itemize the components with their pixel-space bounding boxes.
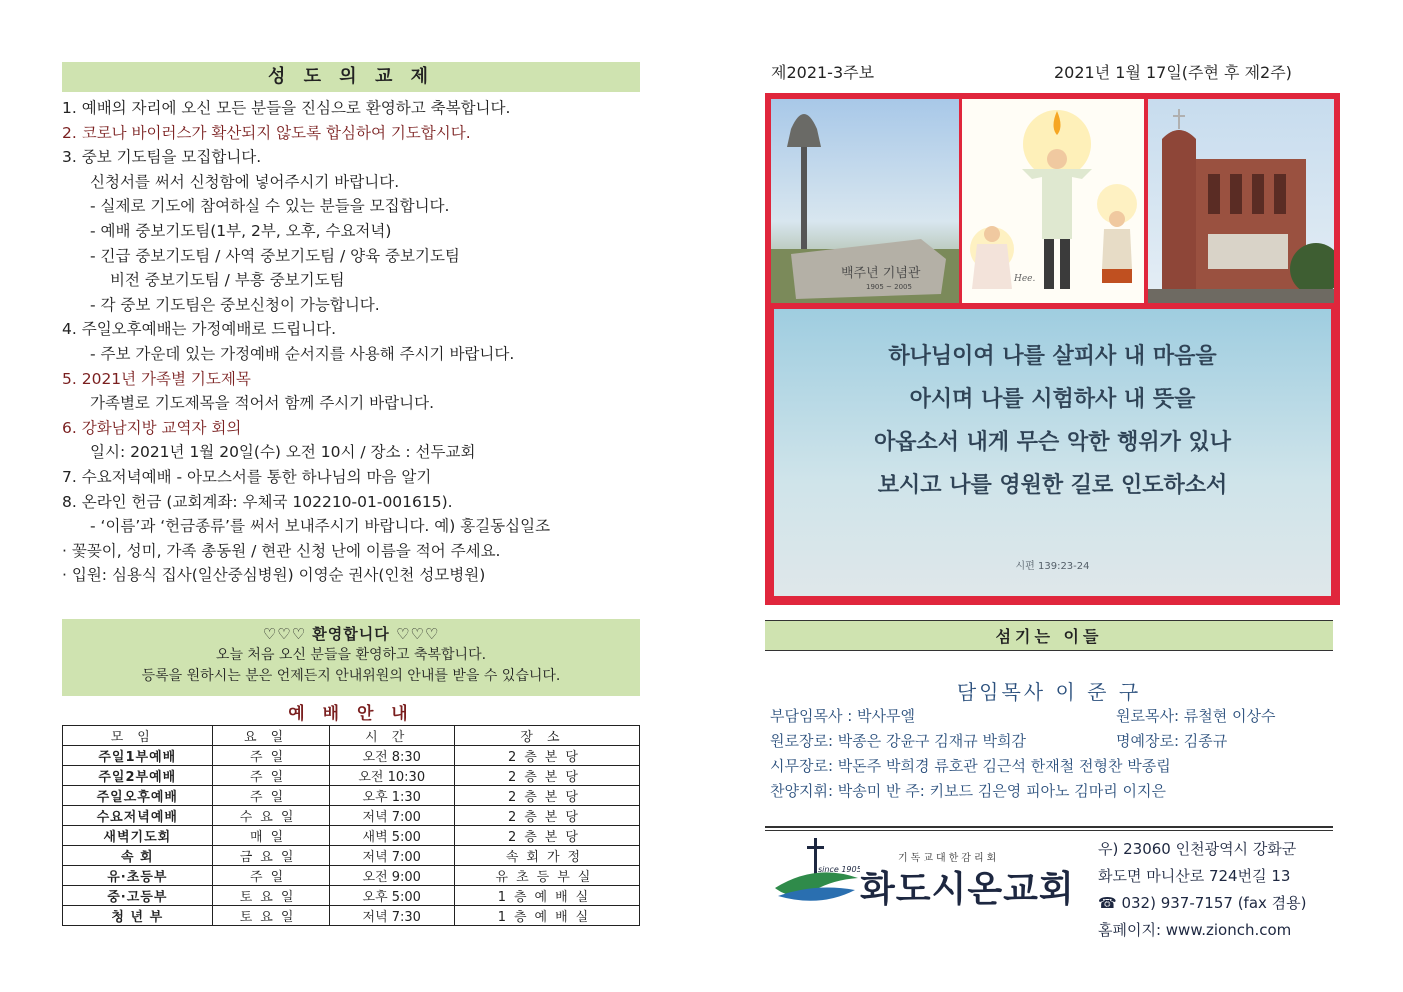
staff-entry: 원로목사: 류철현 이상수	[1116, 707, 1276, 725]
staff-entry: 원로장로: 박종은 강윤구 김재규 박희감	[770, 732, 1026, 750]
address-line-1: 우) 23060 인천광역시 강화군	[1098, 840, 1297, 858]
schedule-cell: 청 년 부	[63, 906, 213, 926]
schedule-cell: 저녁 7:00	[329, 806, 454, 826]
verse-line-2: 아시며 나를 시험하사 내 뜻을	[909, 387, 1196, 412]
notice-line: 4. 주일오후예배는 가정예배로 드립니다.	[62, 320, 337, 339]
notice-line: 일시: 2021년 1월 20일(수) 오전 10시 / 장소 : 선두교회	[90, 443, 476, 462]
notice-line: 7. 수요저녁예배 - 아모스서를 통한 하나님의 마음 알기	[62, 467, 432, 486]
schedule-cell: 저녁 7:00	[329, 846, 454, 866]
notice-line: 8. 온라인 헌금 (교회계좌: 우체국 102210-01-001615).	[62, 492, 453, 511]
schedule-cell: 오전 9:00	[329, 866, 454, 886]
schedule-row	[63, 846, 640, 866]
schedule-cell: 오전 10:30	[329, 766, 454, 786]
schedule-cell: 속 회	[63, 846, 213, 866]
schedule-cell: 2층본당	[454, 746, 639, 766]
schedule-row	[63, 866, 640, 886]
schedule-cell: 주일	[212, 746, 329, 766]
notice-line: · 입원: 심용식 집사(일산중심병원) 이영순 권사(인천 성모병원)	[62, 566, 486, 585]
bell-tower-photo	[771, 99, 959, 303]
schedule-cell: 토요일	[212, 886, 329, 906]
staff-entry: 부담임목사 : 박사무엘	[770, 707, 916, 725]
schedule-cell: 오후 1:30	[329, 786, 454, 806]
notice-line: · 꽃꽂이, 성미, 가족 총동원 / 현관 신청 난에 이름을 적어 주세요.	[62, 541, 501, 560]
schedule-cell: 중·고등부	[63, 886, 213, 906]
notice-line: - ‘이름’과 ‘헌금종류’를 써서 보내주시기 바랍니다. 예) 홍길동십일조	[90, 517, 551, 536]
notice-line: 6. 강화남지방 교역자 회의	[62, 418, 242, 437]
praise-illustration	[962, 99, 1144, 303]
logo-since: since 1905	[818, 865, 860, 874]
schedule-cell: 2층본당	[454, 766, 639, 786]
schedule-cell: 새벽 5:00	[329, 826, 454, 846]
church-name: 화도시온교회	[860, 869, 1075, 910]
worship-schedule-table	[62, 725, 640, 926]
notice-line: - 예배 중보기도팀(1부, 2부, 오후, 수요저녁)	[90, 221, 392, 240]
schedule-cell: 속회가정	[454, 846, 639, 866]
fellowship-title: 성 도 의 교 제	[62, 62, 640, 92]
issue-number: 제2021-3주보	[771, 63, 875, 82]
schedule-row	[63, 766, 640, 786]
artist-signature: Hee.	[1014, 274, 1036, 284]
notice-line: 5. 2021년 가족별 기도제목	[62, 369, 251, 388]
schedule-cell: 오후 5:00	[329, 886, 454, 906]
senior-pastor: 담임목사 이 준 구	[956, 680, 1142, 704]
schedule-header: 요일	[212, 726, 329, 746]
schedule-cell: 1층예배실	[454, 886, 639, 906]
verse-line-1: 하나님이여 나를 살피사 내 마음을	[888, 344, 1217, 369]
notice-line: - 실제로 기도에 참여하실 수 있는 분들을 모집합니다.	[90, 197, 450, 216]
staff-entry: 찬양지휘: 박송미 반 주: 키보드 김은영 피아노 김마리 이지은	[770, 782, 1167, 800]
schedule-row	[63, 826, 640, 846]
schedule-cell: 수요일	[212, 806, 329, 826]
notice-line: - 긴급 중보기도팀 / 사역 중보기도팀 / 양육 중보기도팀	[90, 246, 460, 265]
staff-entry: 시무장로: 박돈주 박희경 류호관 김근석 한재철 전형찬 박종립	[770, 757, 1171, 775]
homepage: 홈페이지: www.zionch.com	[1098, 921, 1292, 939]
schedule-cell: 새벽기도회	[63, 826, 213, 846]
schedule-row	[63, 746, 640, 766]
staff-row	[770, 754, 1171, 779]
stone-years: 1905 ~ 2005	[866, 283, 912, 291]
schedule-header: 모임	[63, 726, 213, 746]
stone-text: 백주년 기념관	[841, 266, 921, 281]
schedule-cell: 주일1부예배	[63, 746, 213, 766]
schedule-row	[63, 886, 640, 906]
notice-line: - 주보 가운데 있는 가정예배 순서지를 사용해 주시기 바랍니다.	[90, 344, 515, 363]
schedule-row	[63, 786, 640, 806]
church-contact	[1098, 836, 1307, 944]
notice-line: 3. 중보 기도팀을 모집합니다.	[62, 148, 262, 167]
schedule-cell: 금요일	[212, 846, 329, 866]
welcome-box	[62, 619, 640, 696]
worship-guide-title: 예 배 안 내	[288, 704, 414, 724]
staff-row	[770, 704, 1276, 729]
church-logo-mark	[770, 838, 860, 908]
schedule-cell: 2층본당	[454, 806, 639, 826]
notice-line: 비전 중보기도팀 / 부흥 중보기도팀	[110, 271, 345, 290]
welcome-line-2: 등록을 원하시는 분은 언제든지 안내위원의 안내를 받을 수 있습니다.	[141, 668, 561, 684]
schedule-row	[63, 806, 640, 826]
welcome-title: ♡♡♡ 환영합니다 ♡♡♡	[262, 625, 440, 643]
servers-title: 섬기는 이들	[765, 620, 1333, 651]
schedule-cell: 2층본당	[454, 826, 639, 846]
cover-frame	[765, 93, 1340, 605]
notice-line: 1. 예배의 자리에 오신 모든 분들을 진심으로 환영하고 축복합니다.	[62, 99, 511, 117]
phone-fax: ☎ 032) 937-7157 (fax 겸용)	[1098, 894, 1307, 912]
schedule-cell: 저녁 7:30	[329, 906, 454, 926]
notice-line: 가족별로 기도제목을 적어서 함께 주시기 바랍니다.	[90, 394, 434, 413]
staff-row	[770, 729, 1228, 754]
schedule-cell: 주일	[212, 786, 329, 806]
schedule-row	[63, 906, 640, 926]
schedule-cell: 주일	[212, 866, 329, 886]
bulletin-date: 2021년 1월 17일(주현 후 제2주)	[1054, 63, 1292, 82]
schedule-cell: 주일	[212, 766, 329, 786]
address-line-2: 화도면 마니산로 724번길 13	[1098, 867, 1291, 885]
fellowship-section	[62, 62, 640, 588]
divider	[765, 830, 1333, 831]
notice-line: 신청서를 써서 신청함에 넣어주시기 바랍니다.	[90, 172, 400, 191]
divider	[765, 826, 1333, 828]
schedule-cell: 토요일	[212, 906, 329, 926]
notice-list	[62, 96, 640, 588]
notice-line: 2. 코로나 바이러스가 확산되지 않도록 합심하여 기도합시다.	[62, 123, 471, 142]
scripture-verse-box	[774, 309, 1331, 596]
verse-line-4: 보시고 나를 영원한 길로 인도하소서	[877, 473, 1228, 498]
church-building-photo	[1148, 99, 1334, 303]
schedule-cell: 오전 8:30	[329, 746, 454, 766]
schedule-cell: 유·초등부	[63, 866, 213, 886]
schedule-cell: 주일2부예배	[63, 766, 213, 786]
schedule-cell: 매일	[212, 826, 329, 846]
verse-line-3: 아옵소서 내게 무슨 악한 행위가 있나	[873, 430, 1232, 455]
staff-row	[770, 779, 1171, 804]
notice-line: - 각 중보 기도팀은 중보신청이 가능합니다.	[90, 295, 380, 314]
verse-reference: 시편 139:23-24	[1015, 561, 1090, 572]
schedule-cell: 유초등부실	[454, 866, 639, 886]
schedule-cell: 수요저녁예배	[63, 806, 213, 826]
schedule-cell: 1층예배실	[454, 906, 639, 926]
staff-list	[770, 704, 1276, 804]
schedule-header: 시간	[329, 726, 454, 746]
schedule-header: 장소	[454, 726, 639, 746]
schedule-cell: 주일오후예배	[63, 786, 213, 806]
denomination: 기독교대한감리회	[898, 853, 1000, 864]
staff-entry: 명예장로: 김종규	[1116, 732, 1228, 750]
welcome-line-1: 오늘 처음 오신 분들을 환영하고 축복합니다.	[215, 647, 487, 663]
schedule-cell: 2층본당	[454, 786, 639, 806]
